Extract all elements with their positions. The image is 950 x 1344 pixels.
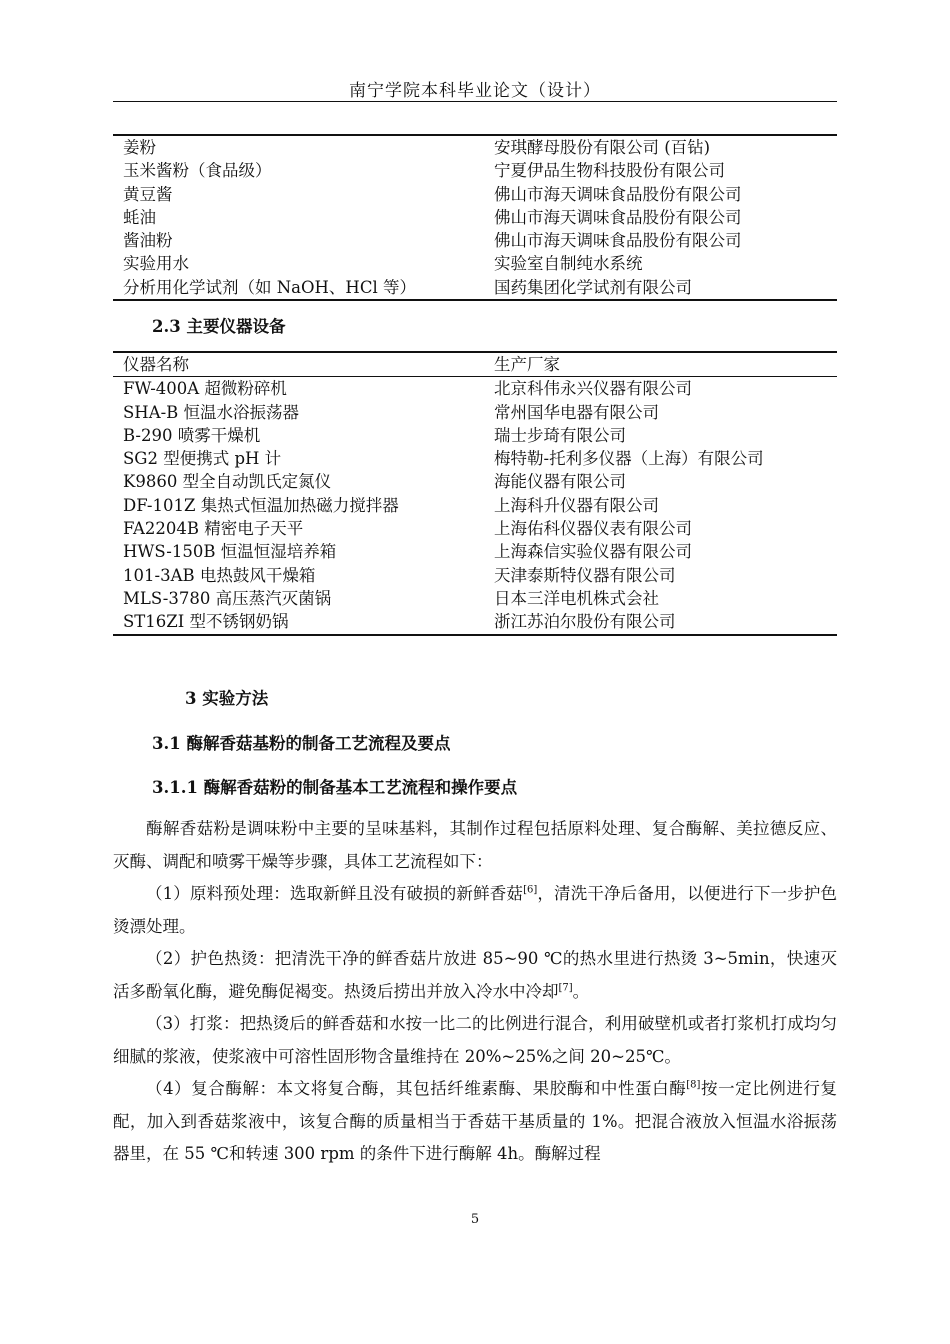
table-cell-manufacturer: 北京科伟永兴仪器有限公司 [494,379,692,399]
table-cell-name: 蚝油 [123,207,156,227]
page-number: 5 [470,1212,480,1227]
table-cell-name: FA2204B 精密电子天平 [123,519,304,539]
equipment-table [113,351,837,636]
table-row [113,206,837,229]
table-row [113,377,837,400]
table-cell-manufacturer: 国药集团化学试剂有限公司 [494,277,692,297]
body-text [113,813,837,1171]
table-cell-name: 姜粉 [123,138,156,157]
table-row [113,470,837,493]
table-cell-name: ST16ZI 型不锈钢奶锅 [123,612,289,632]
table-cell-name: K9860 型全自动凯氏定氮仪 [123,472,332,492]
table-row [113,610,837,633]
table-row [113,183,837,206]
table-cell-manufacturer: 佛山市海天调味食品股份有限公司 [494,231,742,251]
section-2-3-heading: 2.3 主要仪器设备 [152,317,286,336]
table-header-row [113,353,837,376]
table-row [113,276,837,299]
table-cell-manufacturer: 实验室自制纯水系统 [494,254,643,274]
table-cell-manufacturer: 宁夏伊品生物科技股份有限公司 [494,161,725,181]
step-2-text: （2）护色热烫：把清洗干净的鲜香菇片放进 85~90 ℃的热水里进行热烫 3~5min，快速灭活多酚氧化酶，避免酶促褐变。热烫后捞出并放入冷水中冷却 [113,949,837,1001]
table-bottom-rule [113,299,837,301]
table-row [113,494,837,517]
table-cell-name: FW-400A 超微粉碎机 [123,379,287,399]
table-cell-name: B-290 喷雾干燥机 [123,425,261,445]
table-cell-name: 黄豆酱 [123,184,173,204]
paragraph-step-4 [113,1073,837,1171]
table-cell-manufacturer: 佛山市海天调味食品股份有限公司 [494,184,742,204]
table-cell-manufacturer: 梅特勒-托利多仪器（上海）有限公司 [494,449,764,469]
table-row [113,447,837,470]
column-header-manufacturer: 生产厂家 [494,355,560,374]
paragraph-step-1 [113,878,837,943]
header-rule [113,101,837,102]
section-3-heading: 3 实验方法 [185,689,269,708]
table-row [113,517,837,540]
table-cell-name: 分析用化学试剂（如 NaOH、HCl 等） [123,277,416,297]
table-cell-name: HWS-150B 恒温恒湿培养箱 [123,542,337,562]
table-cell-name: MLS-3780 高压蒸汽灭菌锅 [123,588,332,608]
table-row [113,159,837,182]
table-cell-manufacturer: 上海佑科仪器仪表有限公司 [494,519,692,539]
table-cell-name: 酱油粉 [123,231,173,251]
table-cell-manufacturer: 天津泰斯特仪器有限公司 [494,565,676,585]
table-row [113,229,837,252]
column-header-instrument: 仪器名称 [123,355,189,374]
table-cell-name: 实验用水 [123,254,189,274]
table-cell-manufacturer: 安琪酵母股份有限公司 (百钻) [494,138,711,157]
page-header-title: 南宁学院本科毕业论文（设计） [349,81,601,101]
table-bottom-rule [113,634,837,636]
table-cell-manufacturer: 上海森信实验仪器有限公司 [494,542,692,562]
step-4-text: （4）复合酶解：本文将复合酶，其包括纤维素酶、果胶酶和中性蛋白酶 [146,1079,687,1098]
step-1-text: （1）原料预处理：选取新鲜且没有破损的新鲜香菇 [146,884,524,903]
equipment-table-body [113,377,837,633]
citation-7: [7] [558,982,573,993]
section-3-1-heading: 3.1 酶解香菇基粉的制备工艺流程及要点 [152,734,451,753]
materials-table [113,134,837,301]
table-cell-name: SHA-B 恒温水浴振荡器 [123,402,300,422]
step-2-text-end: 。 [572,981,590,1001]
paragraph-step-2 [113,943,837,1008]
table-row [113,136,837,159]
table-cell-manufacturer: 瑞士步琦有限公司 [494,425,626,445]
table-row [113,401,837,424]
table-row [113,587,837,610]
citation-8: [8] [686,1079,701,1091]
table-cell-name: 玉米酱粉（食品级） [123,161,272,181]
table-row [113,540,837,563]
paragraph-step-3: （3）打浆：把热烫后的鲜香菇和水按一比二的比例进行混合，利用破壁机或者打浆机打成均匀细腻的浆液，使浆液中可溶性固形物含量维持在 20%~25%之间 20~25℃。 [113,1014,837,1066]
section-3-1-1-heading: 3.1.1 酶解香菇粉的制备基本工艺流程和操作要点 [152,778,518,797]
table-cell-manufacturer: 常州国华电器有限公司 [494,402,659,422]
paragraph-intro: 酶解香菇粉是调味粉中主要的呈味基料，其制作过程包括原料处理、复合酶解、美拉德反应、灭酶、调配和喷雾干燥等步骤，具体工艺流程如下： [113,819,837,871]
table-cell-manufacturer: 浙江苏泊尔股份有限公司 [494,612,676,632]
table-cell-manufacturer: 海能仪器有限公司 [494,472,626,492]
table-cell-manufacturer: 佛山市海天调味食品股份有限公司 [494,207,742,227]
materials-table-body [113,136,837,299]
table-row [113,564,837,587]
table-cell-manufacturer: 上海科升仪器有限公司 [494,495,659,515]
table-cell-name: DF-101Z 集热式恒温加热磁力搅拌器 [123,495,399,515]
step-4-text-end: 按一定比例进行复配，加入到香菇浆液中，该复合酶的质量相当于香菇干基质量的 1%。把混合液放入恒温水浴振荡器里，在 55 ℃和转速 300 rpm 的条件下进行酶解 4h。酶解过程 [113,1079,838,1163]
table-cell-manufacturer: 日本三洋电机株式会社 [494,588,659,608]
table-row [113,252,837,275]
table-cell-name: SG2 型便携式 pH 计 [123,449,282,469]
table-row [113,424,837,447]
table-cell-name: 101-3AB 电热鼓风干燥箱 [123,565,316,585]
citation-6: [6] [523,884,538,896]
step-1-text-end: ，清洗干净后备用，以便进行下一步护色烫漂处理。 [113,884,838,936]
